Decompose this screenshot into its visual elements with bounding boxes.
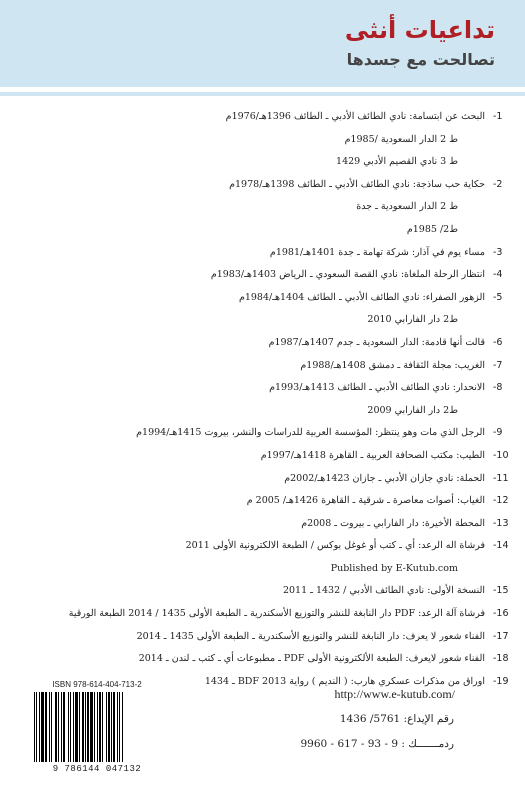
- list-item: [30, 626, 509, 649]
- item-number: -2: [493, 178, 503, 190]
- list-item: [30, 490, 509, 513]
- item-number: -3: [493, 246, 503, 258]
- list-item: [30, 219, 493, 242]
- list-item: [30, 535, 509, 558]
- item-text: البحث عن ابتسامة: نادي الطائف الأدبي ـ الطائف 1396هـ/1976م: [225, 111, 485, 122]
- item-text: الانحدار: نادي الطائف الأدبي ـ الطائف 1413هـ/1993م: [269, 382, 485, 394]
- item-text: الغريب: مجلة الثقافة ـ دمشق 1408هـ/1988م: [300, 359, 485, 371]
- item-text: قالت أنها قادمة: الدار السعودية ـ جدم 1407هـ/1987م: [268, 336, 485, 348]
- item-text: Published by E-Kutub.com: [330, 562, 458, 574]
- item-text: المحطة الأخيرة: دار الفارابي ـ بيروت ـ 2008م: [301, 517, 485, 529]
- item-number: -19: [493, 675, 509, 687]
- list-item: [30, 332, 503, 355]
- item-text: ط2 دار الفارابي 2009: [367, 404, 458, 416]
- item-text: حكاية حب ساذجة: نادي الطائف الأدبي ـ الطائف 1398هـ/1978م: [229, 178, 485, 190]
- list-item: [30, 377, 503, 400]
- list-item: [30, 129, 493, 152]
- item-number: -5: [493, 291, 503, 303]
- list-item: [30, 151, 493, 174]
- item-number: -10: [493, 449, 509, 461]
- header-divider: [0, 92, 525, 96]
- list-item: [30, 445, 509, 468]
- barcode-isbn: ISBN 978-614-404-713-2: [52, 680, 142, 689]
- list-item: [30, 174, 503, 197]
- item-text: الزهور الصفراء: نادي الطائف الأدبي ـ الطائف 1404هـ/1984م: [238, 291, 485, 303]
- list-item: [30, 355, 503, 378]
- barcode-bar: [123, 692, 124, 762]
- list-item: [30, 603, 509, 626]
- item-number: -17: [493, 630, 509, 642]
- deposit-number: رقم الإيداع: 5761/ 1436: [339, 713, 454, 725]
- item-number: -11: [493, 472, 509, 484]
- list-item: [30, 513, 509, 536]
- list-item: [30, 558, 493, 581]
- barcode-bars: [34, 692, 160, 762]
- item-number: -4: [493, 269, 503, 281]
- item-number: -7: [493, 359, 503, 371]
- item-text: الفناء شعور لايعرف: الطبعة الألكترونية الأولى PDF ـ مطبوعات أي ـ كتب ـ لندن ـ 2014: [138, 653, 485, 665]
- item-text: انتظار الرحلة الملغاة: نادي القصة السعودي ـ الرياض 1403هـ/1983م: [210, 269, 485, 281]
- item-text: الحملة: نادي جازان الأدبي ـ جازان 1423هـ/2002م: [284, 472, 485, 484]
- item-text: اوراق من مذكرات عسكري هارب: ( النديم ) رواية BDF 2013 ـ 1434: [204, 675, 485, 687]
- item-number: -12: [493, 495, 509, 507]
- list-item: [30, 400, 493, 423]
- item-number: -15: [493, 585, 509, 597]
- website-url[interactable]: http://www.e-kutub.com/: [334, 687, 455, 701]
- item-number: -8: [493, 382, 503, 394]
- item-number: -9: [493, 427, 503, 439]
- barcode: [34, 680, 160, 774]
- list-item: [30, 309, 493, 332]
- item-text: ط 2 الدار السعودية ـ جدة: [356, 201, 458, 213]
- list-item: [30, 648, 509, 671]
- item-text: فرشاة آلة الرعد: PDF دار النابغة للنشر والتوزيع الأسكندرية ـ الطبعة الأولى 1435 / 2014 الطبعة الورقية: [68, 608, 485, 620]
- item-number: -13: [493, 517, 509, 529]
- list-item: [30, 106, 503, 129]
- item-text: ط2/ 1985م: [406, 223, 458, 235]
- item-text: فرشاة اله الرعد: أي ـ كتب أو غوغل بوكس / الطبعة الالكترونية الأولى 2011: [185, 540, 485, 552]
- publications-list: [30, 106, 509, 693]
- item-text: النسخة الأولى: نادي الطائف الأدبي / 1432 ـ 2011: [282, 585, 485, 597]
- item-text: الفناء شعور لا يعرف: دار النابغة للنشر والتوزيع الأسكندرية ـ الطبعة الأولى 1435 ـ 2014: [136, 630, 485, 642]
- item-number: -6: [493, 336, 503, 348]
- list-item: [30, 580, 509, 603]
- item-number: -1: [493, 111, 503, 122]
- item-text: ط 3 نادي القصيم الأدبي 1429: [336, 156, 458, 168]
- header-banner: [0, 0, 525, 87]
- item-number: -14: [493, 540, 509, 552]
- item-text: الغياب: أصوات معاصرة ـ شرقية ـ القاهرة 1426هـ/ 2005 م: [246, 495, 485, 507]
- item-text: مساء يوم في آذار: شركة تهامة ـ جدة 1401هـ/1981م: [269, 246, 485, 258]
- isbn-arabic: ردمـــــــك : 9 - 93 - 617 - 9960: [300, 738, 454, 750]
- item-text: ط2 دار الفارابي 2010: [367, 314, 458, 326]
- list-item: [30, 468, 509, 491]
- list-item: [30, 264, 503, 287]
- list-item: [30, 242, 503, 265]
- item-text: ط 2 الدار السعودية /1985م: [344, 133, 458, 145]
- book-subtitle: تصالحت مع جسدها: [346, 50, 495, 69]
- barcode-digits: 9 786144 047132: [52, 764, 142, 774]
- item-number: -16: [493, 608, 509, 620]
- item-text: الرجل الذي مات وهو ينتظر: المؤسسة العربية للدراسات والنشر، بيروت 1415هـ/1994م: [136, 427, 485, 439]
- item-number: -18: [493, 653, 509, 665]
- list-item: [30, 196, 493, 219]
- list-item: [30, 287, 503, 310]
- item-text: الطيب: مكتب الصحافة العربية ـ القاهرة 1418هـ/1997م: [260, 449, 485, 461]
- book-title: تداعيات أنثى: [344, 16, 495, 44]
- list-item: [30, 422, 503, 445]
